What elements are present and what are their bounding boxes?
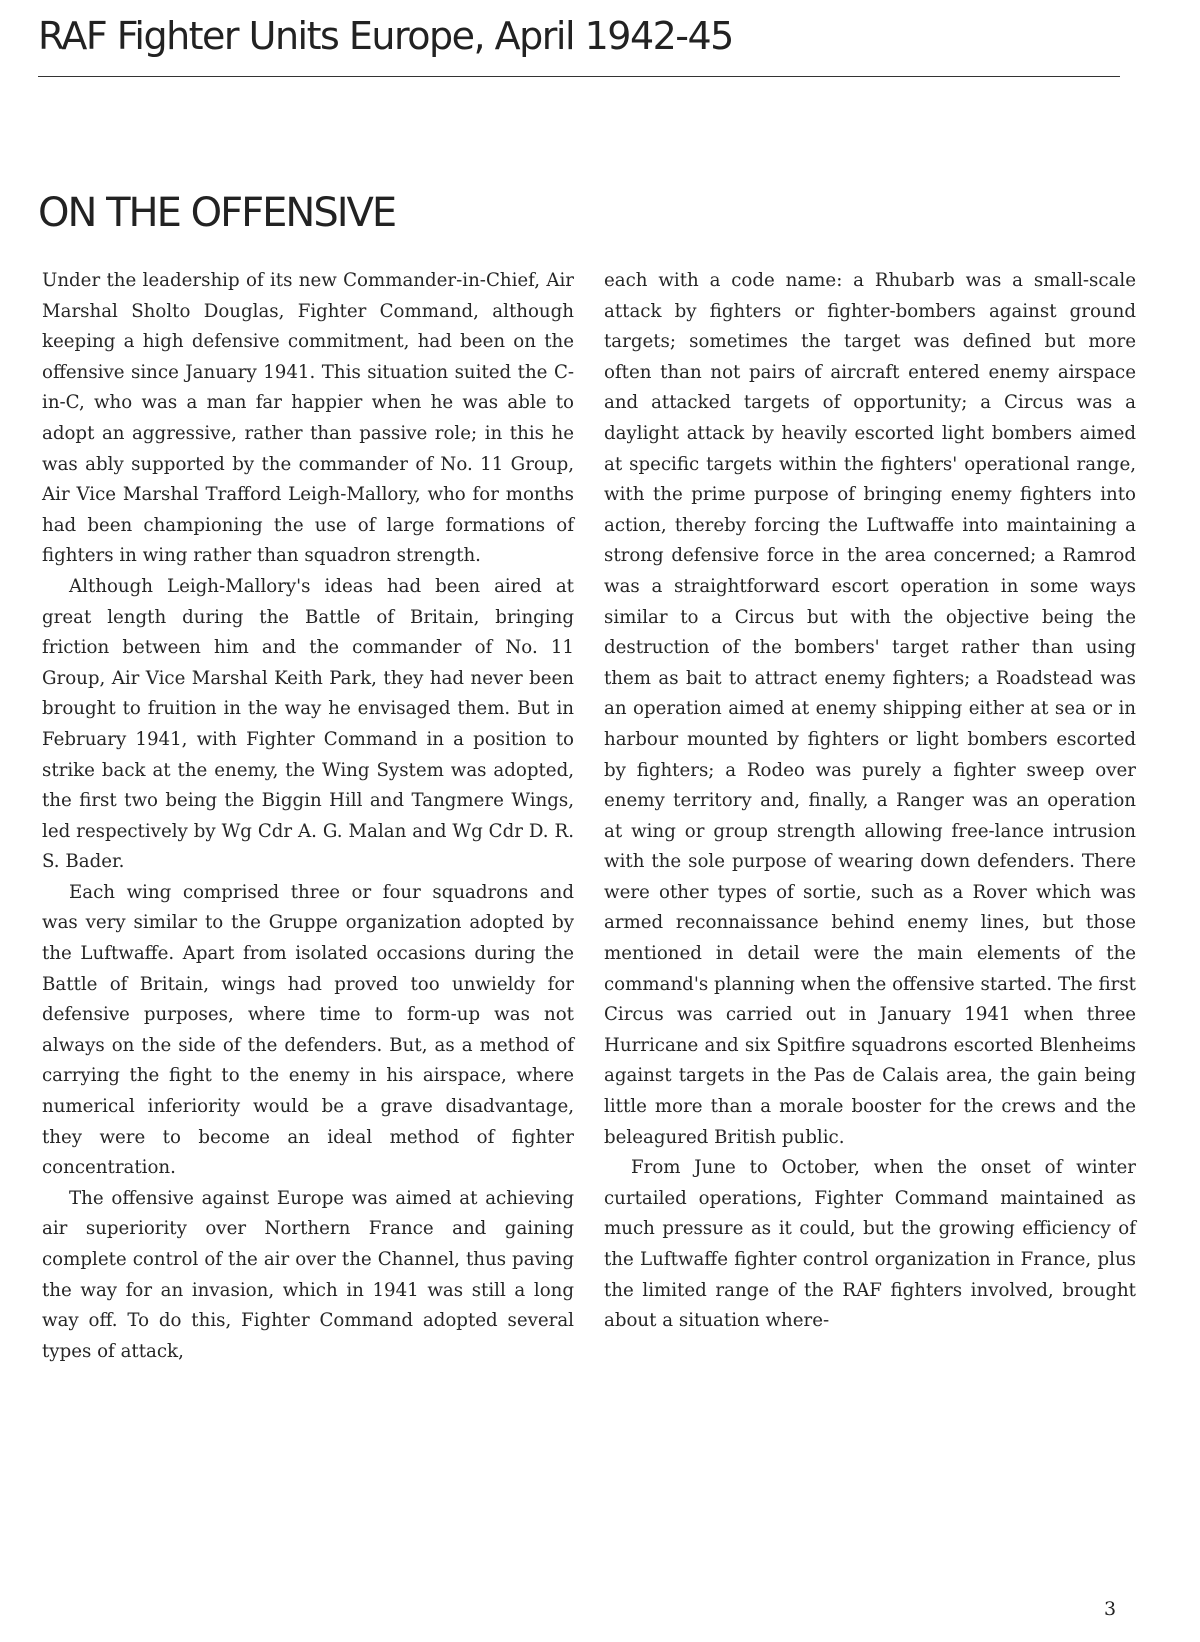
paragraph: Under the leadership of its new Commander-in-Chief, Air Marshal Sholto Douglas, Fighter Command, although keeping a high defensive commitment, had been on the offensive since January 1941. This situation suited the C-in-C, who was a man far happier when he was able to adopt an aggressive, rather than passive role; in this he was ably supported by the commander of No. 11 Group, Air Vice Marshal Trafford Leigh-Mallory, who for months had been championing the use of large formations of fighters in wing rather than squadron strength. (42, 270, 574, 567)
paragraph: Although Leigh-Mallory's ideas had been aired at great length during the Battle of Britain, bringing friction between him and the commander of No. 11 Group, Air Vice Marshal Keith Park, they had never been brought to fruition in the way he envisaged them. But in February 1941, with Fighter Command in a position to strike back at the enemy, the Wing System was adopted, the first two being the Biggin Hill and Tangmere Wings, led respectively by Wg Cdr A. G. Malan and Wg Cdr D. R. S. Bader. (42, 575, 574, 873)
page-number: 3 (1104, 1598, 1117, 1620)
paragraph: Each wing comprised three or four squadrons and was very similar to the Gruppe organization adopted by the Luftwaffe. Apart from isolated occasions during the Battle of Britain, wings had proved too unwieldy for defensive purposes, where time to form-up was not always on the side of the defenders. But, as a method of carrying the fight to the enemy in his airspace, where numerical inferiority would be a grave disadvantage, they were to become an ideal method of fighter concentration. (42, 881, 574, 1179)
left-column (42, 266, 574, 1367)
header-rule (38, 76, 1120, 77)
running-header: RAF Fighter Units Europe, April 1942-45 (38, 14, 733, 58)
paragraph: The offensive against Europe was aimed at achieving air superiority over Northern France and gaining complete control of the air over the Channel, thus paving the way for an invasion, which in 1941 was still a long way off. To do this, Fighter Command adopted several types of attack, (42, 1187, 574, 1362)
paragraph: each with a code name: a Rhubarb was a small-scale attack by fighters or fighter-bombers against ground targets; sometimes the target was defined but more often than not pairs of aircraft entered enemy airspace and attacked targets of opportunity; a Circus was a daylight attack by heavily escorted light bombers aimed at specific targets within the fighters' operational range, with the prime purpose of bringing enemy fighters into action, thereby forcing the Luftwaffe into maintaining a strong defensive force in the area concerned; a Ramrod was a straightforward escort operation in some ways similar to a Circus but with the objective being the destruction of the bombers' target rather than using them as bait to attract enemy fighters; a Roadstead was an operation aimed at enemy shipping either at sea or in harbour mounted by fighters or light bombers escorted by fighters; a Rodeo was purely a fighter sweep over enemy territory and, finally, a Ranger was an operation at wing or group strength allowing free-lance intrusion with the sole purpose of wearing down defenders. There were other types of sortie, such as a Rover which was armed reconnaissance behind enemy lines, but those mentioned in detail were the main elements of the command's planning when the offensive started. The first Circus was carried out in January 1941 when three Hurricane and six Spitfire squadrons escorted Blenheims against targets in the Pas de Calais area, the gain being little more than a morale booster for the crews and the beleagured British public. (604, 270, 1136, 1148)
right-column (604, 266, 1136, 1337)
section-title: ON THE OFFENSIVE (38, 190, 396, 236)
paragraph: From June to October, when the onset of winter curtailed operations, Fighter Command maintained as much pressure as it could, but the growing efficiency of the Luftwaffe fighter control organization in France, plus the limited range of the RAF fighters involved, brought about a situation where- (604, 1157, 1136, 1332)
